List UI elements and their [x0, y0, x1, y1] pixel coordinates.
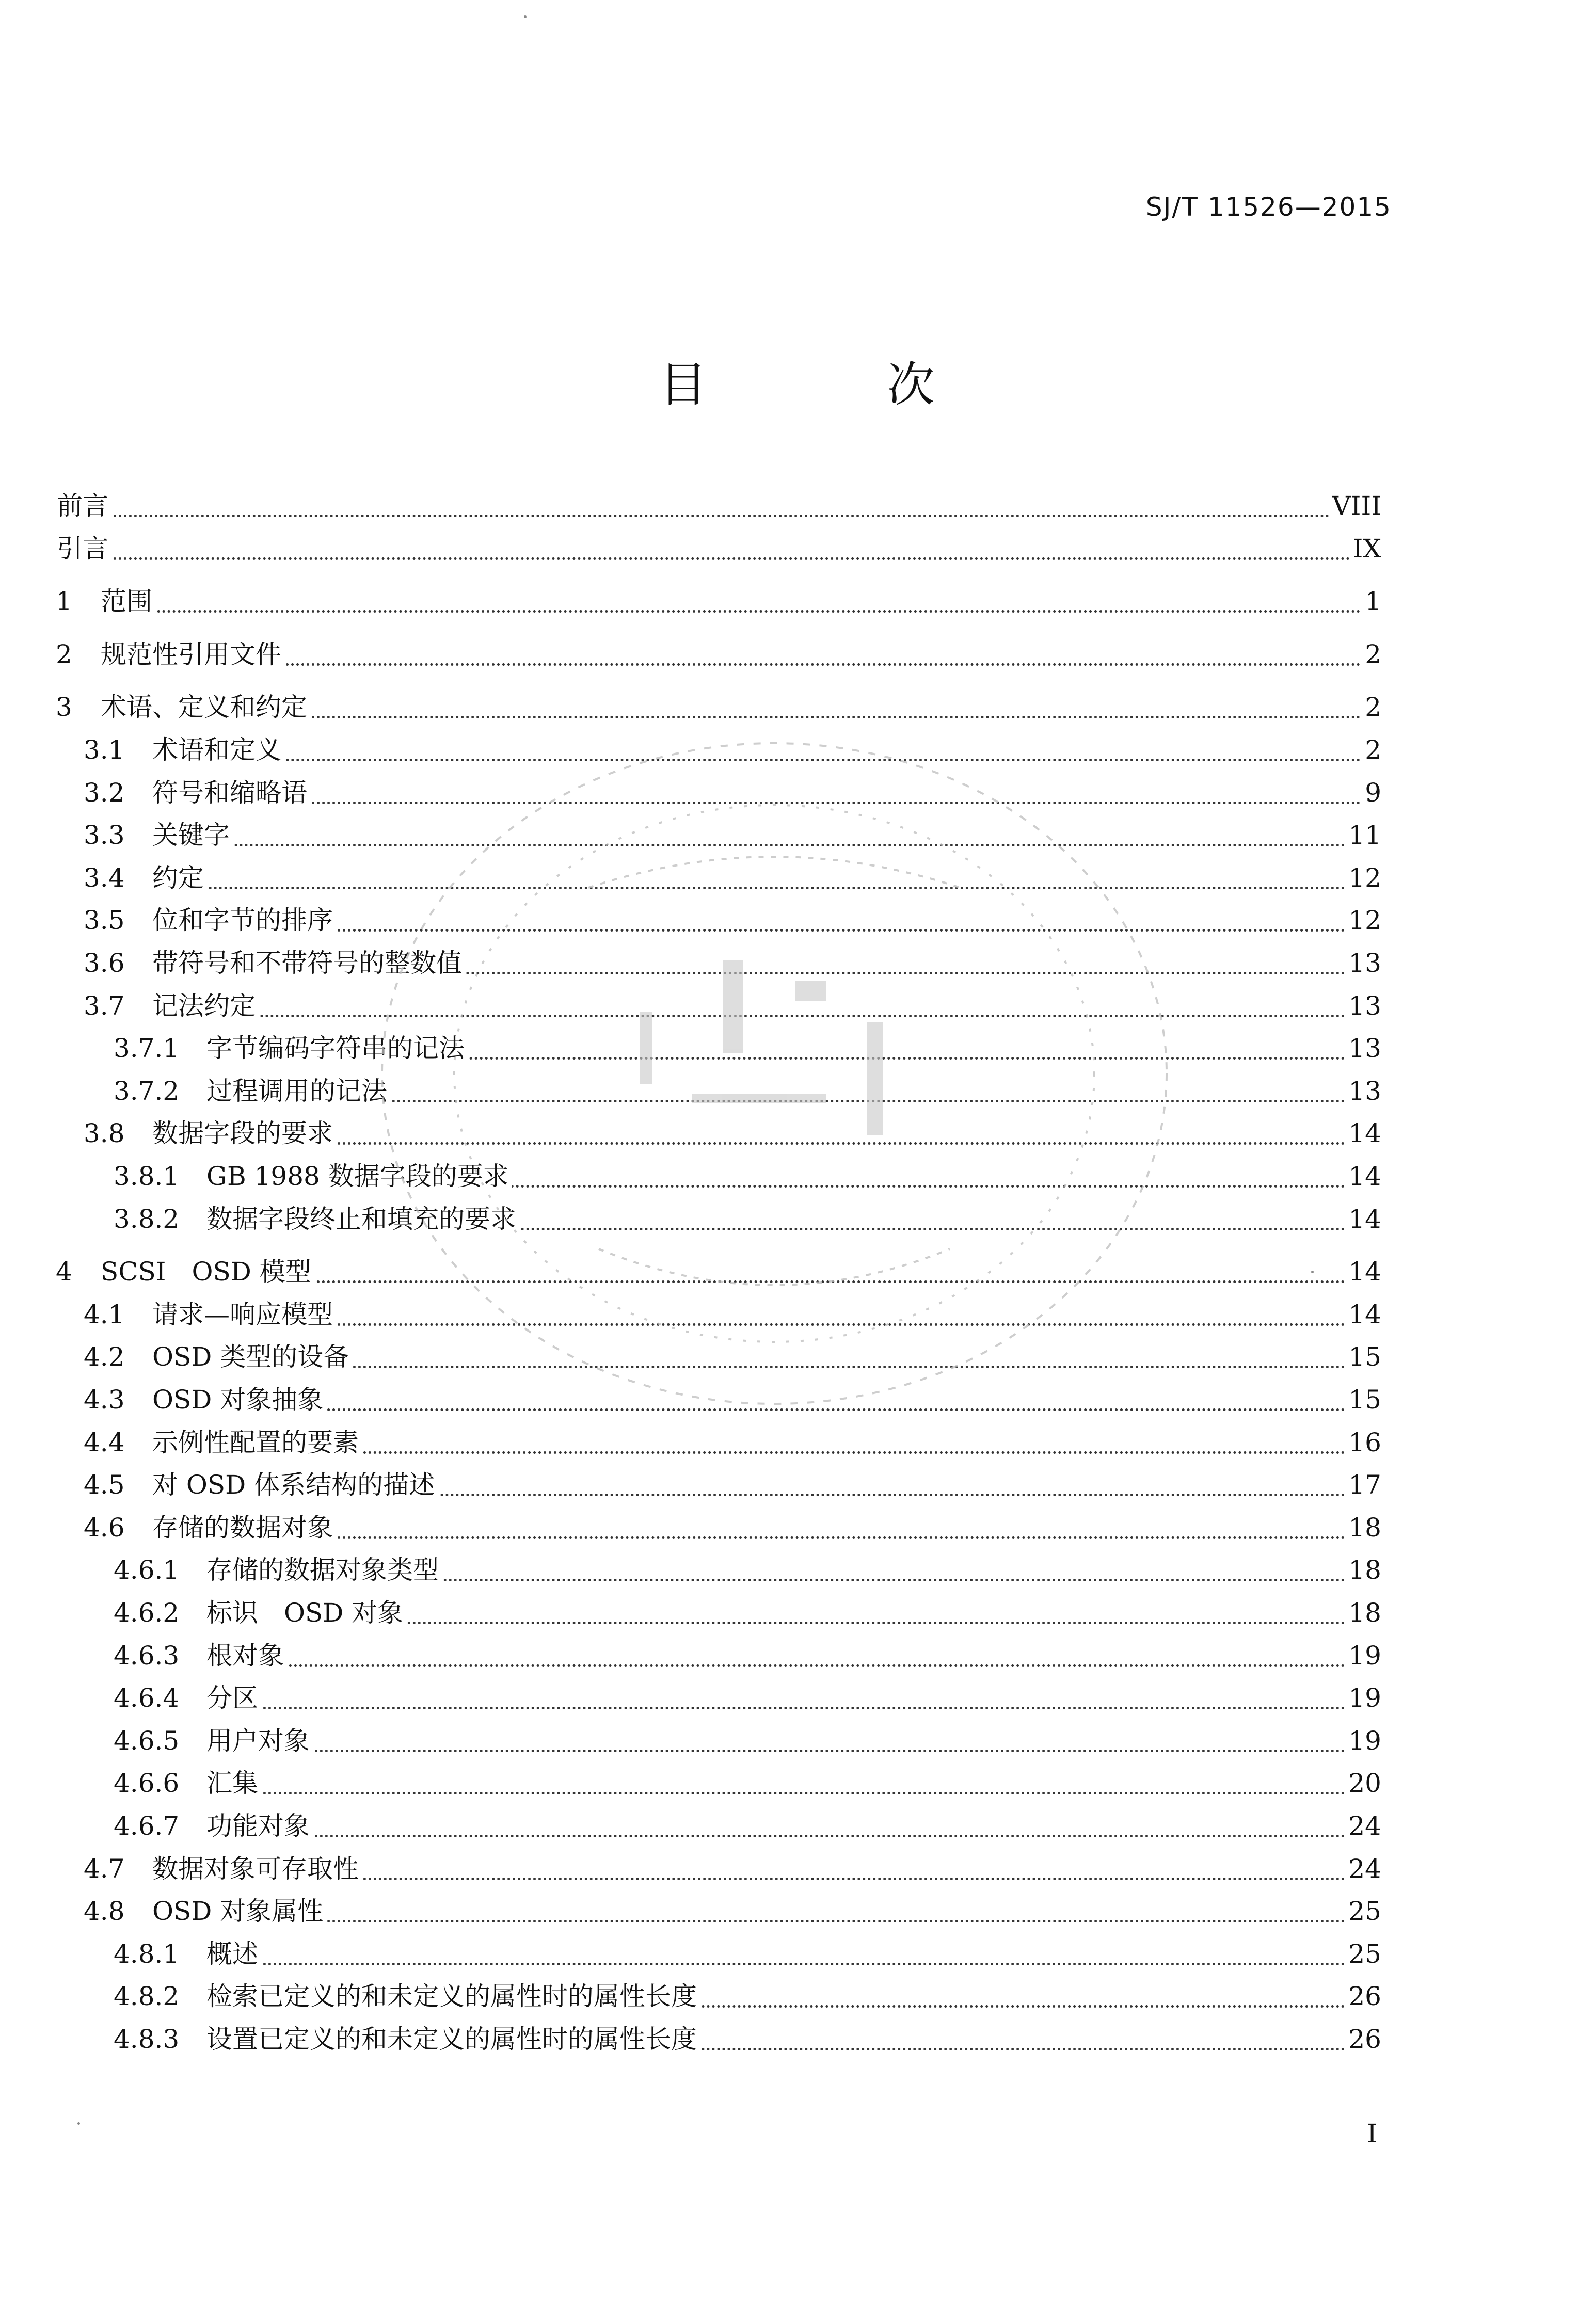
toc-entry[interactable] — [0, 485, 1594, 525]
toc-entry-label: 请求—响应模型 — [152, 1299, 336, 1330]
toc-leader-dots — [206, 1792, 1381, 1794]
toc-entry-number: 4.1 — [84, 1299, 125, 1329]
toc-entry-page: IX — [1350, 533, 1381, 564]
toc-leader-dots — [206, 1664, 1381, 1667]
toc-entry-label: 引言 — [57, 533, 111, 564]
toc-entry-number: 4.6.7 — [114, 1811, 180, 1841]
toc-entry-page: 26 — [1345, 1981, 1381, 2012]
toc-entry[interactable] — [0, 581, 1594, 621]
toc-entry-number: 4.8.2 — [114, 1981, 180, 2012]
toc-entry-number: 4.8.3 — [114, 2024, 180, 2054]
toc-entry-number: 4.6.6 — [114, 1768, 180, 1799]
toc-entry-label: 符号和缩略语 — [152, 777, 310, 808]
toc-entry-page: 14 — [1345, 1118, 1381, 1149]
scan-speck — [1311, 1271, 1314, 1273]
toc-entry-label: 关键字 — [152, 820, 233, 851]
toc-entry[interactable] — [0, 1976, 1594, 2016]
toc-entry-page: 18 — [1345, 1597, 1381, 1628]
toc-entry-page: 13 — [1345, 1033, 1381, 1064]
toc-entry-label: 根对象 — [206, 1640, 287, 1671]
toc-entry[interactable] — [0, 634, 1594, 674]
toc-entry-number: 3.8.1 — [114, 1161, 180, 1191]
toc-leader-dots — [206, 1835, 1381, 1837]
toc-entry[interactable] — [0, 729, 1594, 770]
toc-leader-dots — [101, 610, 1381, 613]
toc-entry-number: 4.6.4 — [114, 1683, 180, 1713]
toc-entry-label: SCSI OSD 模型 — [101, 1256, 314, 1287]
toc-title: 目 次 — [659, 357, 1017, 412]
toc-entry-label: 规范性引用文件 — [101, 639, 284, 670]
toc-entry[interactable] — [0, 1890, 1594, 1931]
toc-entry-label: 位和字节的排序 — [152, 905, 336, 936]
toc-entry-page: 12 — [1345, 862, 1381, 893]
toc-entry[interactable] — [0, 1720, 1594, 1760]
toc-leader-dots — [152, 1323, 1381, 1326]
toc-entry-number: 3.5 — [84, 905, 125, 936]
toc-entry-page: 1 — [1362, 586, 1381, 617]
toc-list — [0, 485, 1594, 2137]
toc-entry-number: 3.2 — [84, 777, 125, 808]
toc-entry[interactable] — [0, 942, 1594, 983]
toc-entry[interactable] — [0, 686, 1594, 727]
toc-leader-dots — [152, 1920, 1381, 1922]
toc-entry[interactable] — [0, 1762, 1594, 1803]
scan-speck — [77, 2122, 80, 2125]
toc-entry-number: 4.2 — [84, 1342, 125, 1372]
toc-leader-dots — [152, 1536, 1381, 1539]
toc-entry-label: 术语、定义和约定 — [101, 692, 310, 723]
toc-entry[interactable] — [0, 1464, 1594, 1504]
toc-entry-page: 14 — [1345, 1256, 1381, 1287]
toc-entry[interactable] — [0, 1156, 1594, 1196]
toc-entry-number: 4.6.1 — [114, 1555, 180, 1585]
toc-entry-label: 数据对象可存取性 — [152, 1853, 362, 1884]
toc-entry[interactable] — [0, 900, 1594, 940]
toc-entry-label: 设置已定义的和未定义的属性时的属性长度 — [206, 2024, 700, 2055]
toc-entry-label: 过程调用的记法 — [206, 1076, 390, 1107]
toc-leader-dots — [57, 515, 1381, 517]
toc-entry-number: 3 — [56, 692, 72, 723]
toc-entry-label: 功能对象 — [206, 1810, 313, 1841]
toc-entry-number: 3.7.1 — [114, 1033, 180, 1064]
toc-entry-page: 2 — [1362, 639, 1381, 670]
toc-entry[interactable] — [0, 1805, 1594, 1846]
document-code: SJ/T 11526—2015 — [1145, 192, 1392, 222]
toc-entry[interactable] — [0, 1635, 1594, 1675]
toc-entry-page: 25 — [1345, 1938, 1381, 1969]
toc-entry-page: 9 — [1362, 777, 1381, 808]
toc-entry[interactable] — [0, 1507, 1594, 1547]
toc-leader-dots — [152, 1142, 1381, 1145]
toc-entry[interactable] — [0, 1113, 1594, 1153]
toc-leader-dots — [206, 1963, 1381, 1965]
toc-entry-page: 24 — [1345, 1853, 1381, 1884]
toc-entry-number: 3.4 — [84, 862, 125, 893]
toc-entry[interactable] — [0, 985, 1594, 1025]
scan-speck — [524, 15, 527, 18]
toc-entry[interactable] — [0, 1848, 1594, 1888]
toc-entry-page: 13 — [1345, 1076, 1381, 1107]
toc-entry-number: 4.4 — [84, 1427, 125, 1457]
toc-entry-page: 19 — [1345, 1682, 1381, 1713]
toc-entry[interactable] — [0, 772, 1594, 812]
toc-entry-page: 16 — [1345, 1427, 1381, 1458]
toc-leader-dots — [152, 887, 1381, 889]
toc-entry[interactable] — [0, 1294, 1594, 1334]
toc-entry-number: 1 — [56, 586, 72, 617]
toc-entry[interactable] — [0, 1028, 1594, 1068]
toc-entry-page: 2 — [1362, 692, 1381, 723]
toc-entry-label: 前言 — [57, 490, 111, 521]
toc-entry-number: 3.8 — [84, 1118, 125, 1149]
toc-leader-dots — [206, 1750, 1381, 1752]
toc-entry-label: 汇集 — [206, 1768, 261, 1799]
toc-leader-dots — [152, 929, 1381, 932]
toc-entry-page: 26 — [1345, 2024, 1381, 2055]
toc-entry-label: 记法约定 — [152, 990, 259, 1021]
toc-entry-label: 标识 OSD 对象 — [206, 1597, 406, 1628]
toc-entry-page: VIII — [1329, 490, 1381, 521]
toc-entry-page: 17 — [1345, 1469, 1381, 1500]
toc-entry-label: 术语和定义 — [152, 734, 284, 765]
toc-entry-number: 3.7.2 — [114, 1076, 180, 1106]
toc-leader-dots — [101, 663, 1381, 666]
toc-entry[interactable] — [0, 1592, 1594, 1632]
toc-entry-number: 3.6 — [84, 948, 125, 978]
toc-entry-number: 4.6 — [84, 1512, 125, 1543]
toc-entry-page: 18 — [1345, 1512, 1381, 1543]
toc-entry-page: 2 — [1362, 734, 1381, 765]
toc-entry[interactable] — [0, 857, 1594, 897]
toc-entry-number: 3.8.2 — [114, 1204, 180, 1234]
toc-entry-page: 24 — [1345, 1810, 1381, 1841]
toc-entry-label: 带符号和不带符号的整数值 — [152, 948, 465, 979]
toc-leader-dots — [206, 1707, 1381, 1709]
toc-entry-page: 13 — [1345, 948, 1381, 979]
toc-entry-page: 14 — [1345, 1204, 1381, 1235]
toc-leader-dots — [152, 802, 1381, 804]
toc-entry-page: 20 — [1345, 1768, 1381, 1799]
toc-entry-label: OSD 对象属性 — [152, 1896, 326, 1927]
toc-entry[interactable] — [0, 1336, 1594, 1376]
toc-entry[interactable] — [0, 528, 1594, 568]
toc-entry-page: 19 — [1345, 1640, 1381, 1671]
toc-entry[interactable] — [0, 1251, 1594, 1291]
toc-entry-label: 示例性配置的要素 — [152, 1427, 362, 1458]
toc-entry-label: GB 1988 数据字段的要求 — [206, 1161, 512, 1192]
toc-entry[interactable] — [0, 1933, 1594, 1974]
toc-entry-number: 3.3 — [84, 820, 125, 851]
toc-entry-label: 数据字段的要求 — [152, 1118, 336, 1149]
toc-entry-label: 对 OSD 体系结构的描述 — [152, 1469, 438, 1500]
toc-entry[interactable] — [0, 1677, 1594, 1718]
toc-entry-number: 4.8 — [84, 1896, 125, 1927]
toc-entry-page: 18 — [1345, 1554, 1381, 1585]
toc-entry-label: 数据字段终止和填充的要求 — [206, 1204, 519, 1235]
toc-entry-page: 13 — [1345, 990, 1381, 1021]
toc-leader-dots — [152, 1408, 1381, 1411]
toc-entry[interactable] — [0, 2018, 1594, 2059]
toc-entry-number: 4 — [56, 1257, 72, 1287]
toc-entry-label: 范围 — [101, 586, 155, 617]
toc-entry-page: 25 — [1345, 1896, 1381, 1927]
toc-entry-number: 4.5 — [84, 1470, 125, 1500]
toc-entry-number: 4.6.5 — [114, 1725, 180, 1756]
toc-entry-page: 15 — [1345, 1384, 1381, 1415]
toc-entry-number: 4.8.1 — [114, 1938, 180, 1969]
toc-entry-label: 分区 — [206, 1682, 261, 1713]
toc-entry-page: 15 — [1345, 1341, 1381, 1372]
toc-entry-number: 2 — [56, 639, 72, 669]
toc-entry[interactable] — [0, 1422, 1594, 1462]
toc-entry-label: 字节编码字符串的记法 — [206, 1033, 468, 1064]
toc-entry-label: OSD 类型的设备 — [152, 1341, 352, 1372]
toc-leader-dots — [57, 557, 1381, 560]
toc-entry-label: OSD 对象抽象 — [152, 1384, 326, 1415]
toc-entry-page: 12 — [1345, 905, 1381, 936]
toc-leader-dots — [152, 844, 1381, 846]
toc-entry-label: 约定 — [152, 862, 207, 893]
toc-leader-dots — [152, 1015, 1381, 1017]
toc-entry-number: 4.6.2 — [114, 1598, 180, 1628]
toc-entry[interactable] — [0, 1549, 1594, 1590]
toc-entry-page: 14 — [1345, 1299, 1381, 1330]
toc-entry[interactable] — [0, 1379, 1594, 1419]
toc-entry-page: 19 — [1345, 1725, 1381, 1756]
toc-entry-label: 存储的数据对象 — [152, 1512, 336, 1543]
toc-entry-number: 3.7 — [84, 990, 125, 1021]
toc-entry-label: 用户对象 — [206, 1725, 313, 1756]
toc-entry-label: 概述 — [206, 1938, 261, 1969]
toc-entry-page: 11 — [1345, 820, 1381, 851]
toc-leader-dots — [152, 759, 1381, 761]
toc-entry[interactable] — [0, 1198, 1594, 1239]
toc-entry-number: 4.3 — [84, 1385, 125, 1415]
toc-entry[interactable] — [0, 1070, 1594, 1111]
toc-entry-label: 存储的数据对象类型 — [206, 1554, 442, 1585]
page-number: I — [1367, 2119, 1377, 2149]
toc-entry-number: 4.6.3 — [114, 1640, 180, 1671]
toc-entry-number: 4.7 — [84, 1853, 125, 1884]
toc-entry-label: 检索已定义的和未定义的属性时的属性长度 — [206, 1981, 700, 2012]
toc-entry-number: 3.1 — [84, 735, 125, 765]
toc-entry[interactable] — [0, 814, 1594, 855]
toc-entry-page: 14 — [1345, 1161, 1381, 1192]
